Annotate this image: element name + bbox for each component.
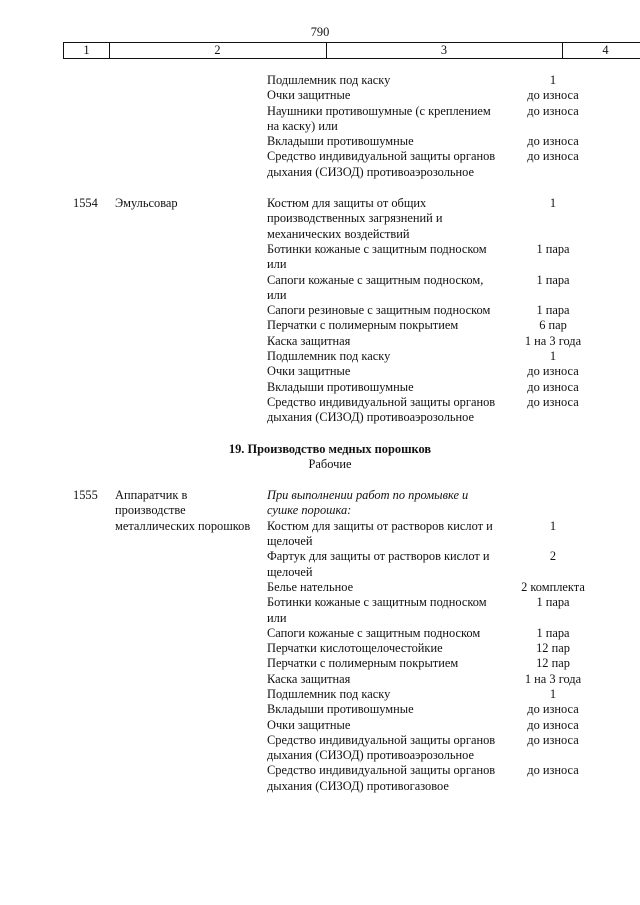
profession-name: Эмульсовар bbox=[115, 196, 178, 211]
table-row bbox=[0, 641, 640, 656]
item-name: Очки защитные bbox=[267, 364, 351, 379]
table-row bbox=[0, 626, 640, 641]
item-name: Сапоги резиновые с защитным подноском bbox=[267, 303, 491, 318]
table-row bbox=[0, 349, 640, 364]
item-qty: 1 на 3 года bbox=[524, 333, 582, 348]
item-name: Вкладыши противошумные bbox=[267, 702, 414, 717]
item-name: Перчатки с полимерным покрытием bbox=[267, 656, 459, 671]
table-row bbox=[0, 196, 640, 242]
item-qty: 1 пара bbox=[536, 625, 570, 640]
entry-number: 1555 bbox=[73, 488, 98, 503]
item-name: Каска защитная bbox=[267, 671, 351, 686]
table-row bbox=[0, 134, 640, 149]
section-subtitle: Рабочие bbox=[308, 456, 352, 471]
item-name: Средство индивидуальной защиты органов дыхания (СИЗОД) противоаэрозольное bbox=[267, 394, 496, 425]
item-qty: 1 пара bbox=[536, 303, 570, 318]
item-name: Сапоги кожаные с защитным подноском bbox=[267, 625, 481, 640]
item-name: Подшлемник под каску bbox=[267, 73, 391, 87]
table-row bbox=[0, 364, 640, 379]
item-name: Наушники противошумные (с креплением на каску) или bbox=[267, 103, 491, 133]
header-col-4: 4 bbox=[602, 43, 609, 57]
item-qty: 6 пар bbox=[539, 318, 567, 333]
item-name: Фартук для защиты от растворов кислот и щелочей bbox=[267, 549, 490, 579]
table-row bbox=[0, 519, 640, 550]
table-row bbox=[0, 395, 640, 426]
entry-1555 bbox=[0, 488, 640, 794]
item-name: Перчатки кислотощелочестойкие bbox=[267, 641, 443, 656]
table-row bbox=[0, 88, 640, 103]
section-heading bbox=[230, 442, 430, 473]
table-row bbox=[0, 595, 640, 626]
item-qty: 1 на 3 года bbox=[524, 671, 582, 686]
entry-number: 1554 bbox=[73, 196, 98, 211]
item-qty: 1 bbox=[549, 686, 557, 701]
table-row bbox=[0, 656, 640, 671]
item-name: Средство индивидуальной защиты органов дыхания (СИЗОД) противоаэрозольное bbox=[267, 149, 496, 179]
table-row bbox=[0, 488, 640, 533]
item-qty: 1 пара bbox=[536, 272, 570, 287]
item-qty: 1 пара bbox=[536, 595, 570, 610]
item-qty: 12 пар bbox=[536, 641, 570, 656]
table-row bbox=[0, 303, 640, 318]
item-name: Вкладыши противошумные bbox=[267, 379, 414, 394]
item-name: Подшлемник под каску bbox=[267, 686, 391, 701]
item-name: Костюм для защиты от растворов кислот и щелочей bbox=[267, 518, 493, 549]
item-name: Средство индивидуальной защиты органов дыхания (СИЗОД) противогазовое bbox=[267, 763, 496, 793]
table-row bbox=[0, 104, 640, 135]
item-name: Средство индивидуальной защиты органов дыхания (СИЗОД) противоаэрозольное bbox=[267, 732, 496, 763]
table-row bbox=[0, 549, 640, 580]
item-name: Белье нательное bbox=[267, 579, 354, 594]
item-qty: 1 bbox=[549, 196, 557, 211]
item-qty: до износа bbox=[527, 732, 579, 747]
item-qty: до износа bbox=[527, 88, 579, 103]
table-body bbox=[0, 73, 640, 794]
page-number: 790 bbox=[310, 25, 330, 39]
table-row bbox=[0, 242, 640, 273]
item-qty: до износа bbox=[527, 394, 579, 409]
work-condition-intro: При выполнении работ по промывке и сушке порошка: bbox=[267, 488, 469, 518]
item-qty: до износа bbox=[527, 103, 579, 118]
item-qty: 1 пара bbox=[536, 241, 570, 256]
item-name: Очки защитные bbox=[267, 88, 351, 103]
table-row bbox=[0, 702, 640, 717]
item-name: Подшлемник под каску bbox=[267, 349, 391, 364]
continued-items bbox=[0, 73, 640, 180]
header-col-1: 1 bbox=[64, 43, 110, 58]
item-name: Перчатки с полимерным покрытием bbox=[267, 318, 459, 333]
item-name: Каска защитная bbox=[267, 333, 351, 348]
header-col-3: 3 bbox=[326, 43, 563, 58]
table-row bbox=[0, 687, 640, 702]
table-row bbox=[0, 73, 640, 88]
item-qty: до износа bbox=[527, 149, 579, 164]
item-name: Ботинки кожаные с защитным подноском или bbox=[267, 241, 487, 272]
table-row bbox=[0, 334, 640, 349]
item-qty: до износа bbox=[527, 379, 579, 394]
item-qty: 2 bbox=[549, 549, 557, 564]
table-row bbox=[0, 149, 640, 180]
table-row bbox=[0, 318, 640, 333]
item-name: Сапоги кожаные с защитным подноском, или bbox=[267, 272, 484, 302]
table-row bbox=[0, 580, 640, 595]
item-qty: 1 bbox=[549, 518, 557, 533]
table-row bbox=[0, 763, 640, 794]
item-name: Костюм для защиты от общих производственных загрязнений и механических воздействий bbox=[267, 196, 443, 241]
profession-name: Аппаратчик в производстве металлических порошков bbox=[115, 488, 251, 533]
item-name: Вкладыши противошумные bbox=[267, 134, 414, 149]
header-col-2: 2 bbox=[109, 43, 327, 58]
item-qty: до износа bbox=[527, 364, 579, 379]
item-qty: до износа bbox=[527, 702, 579, 717]
item-qty: 1 bbox=[549, 73, 557, 87]
item-qty: 1 bbox=[549, 349, 557, 364]
table-row bbox=[0, 718, 640, 733]
table-row bbox=[0, 733, 640, 764]
item-qty: до износа bbox=[527, 763, 579, 778]
section-title: 19. Производство медных порошков bbox=[228, 441, 432, 456]
item-name: Ботинки кожаные с защитным подноском или bbox=[267, 595, 487, 625]
entry-1554 bbox=[0, 196, 640, 425]
item-qty: 2 комплекта bbox=[521, 579, 585, 594]
table-row bbox=[0, 672, 640, 687]
item-qty: до износа bbox=[527, 717, 579, 732]
item-qty: до износа bbox=[527, 134, 579, 149]
table-row bbox=[0, 273, 640, 304]
item-name: Очки защитные bbox=[267, 717, 351, 732]
table-header bbox=[63, 42, 640, 59]
table-row bbox=[0, 380, 640, 395]
item-qty: 12 пар bbox=[536, 656, 570, 671]
